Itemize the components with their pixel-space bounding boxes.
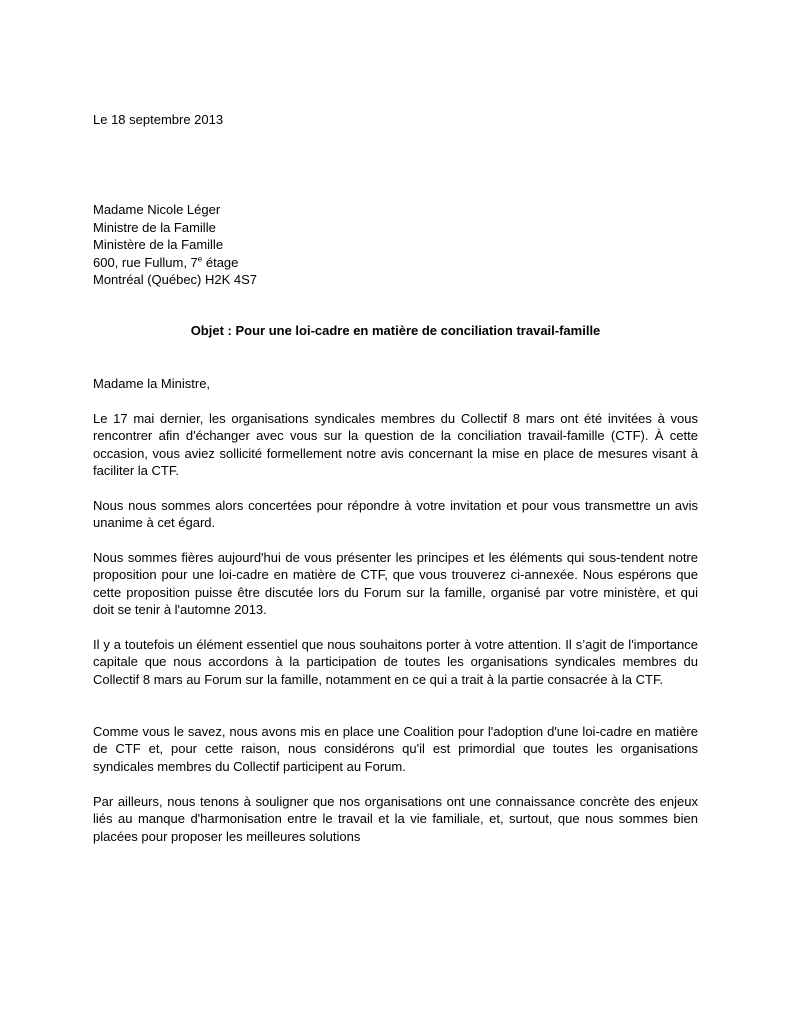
recipient-ministry: Ministère de la Famille [93, 237, 224, 252]
paragraph: Par ailleurs, nous tenons à souligner que nos organisations ont une connaissance concrète des enjeux liés au manque d'harmonisation entre le travail et la vie familiale, et, surtout, que nous sommes bien placées pour proposer les meilleures solutions [93, 794, 698, 844]
recipient-name: Madame Nicole Léger [93, 202, 221, 217]
letter-subject: Objet : Pour une loi-cadre en matière de conciliation travail-famille [190, 323, 601, 338]
recipient-street-suffix: étage [202, 254, 239, 270]
recipient-street-superscript: e [197, 254, 203, 264]
letter-salutation: Madame la Ministre, [93, 376, 211, 391]
paragraph: Le 17 mai dernier, les organisations syndicales membres du Collectif 8 mars ont été invitées à vous rencontrer afin d'échanger avec vous sur la question de la conciliation travail-famille (CTF). À cette occasion, vous aviez sollicité formellement notre avis concernant la mise en place de mesures visant à faciliter la CTF. [93, 411, 698, 479]
paragraph: Nous nous sommes alors concertées pour répondre à votre invitation et pour vous transmettre un avis unanime à cet égard. [93, 498, 698, 531]
paragraph: Comme vous le savez, nous avons mis en place une Coalition pour l'adoption d'une loi-cadre en matière de CTF et, pour cette raison, nous considérons qu'il est primordial que toutes les organisations syndicales membres du Collectif participent au Forum. [93, 724, 698, 774]
recipient-title: Ministre de la Famille [93, 219, 216, 235]
recipient-city: Montréal (Québec) H2K 4S7 [93, 272, 258, 287]
paragraph: Il y a toutefois un élément essentiel que nous souhaitons porter à votre attention. Il s’agit de l'importance capitale que nous accordons à la participation de toutes les organisations syndicales membres du Collectif 8 mars au Forum sur la famille, notamment en ce qui a trait à la partie consacrée à la CTF. [93, 637, 698, 687]
recipient-address-block [93, 201, 257, 289]
recipient-street [93, 254, 257, 272]
letter-date: Le 18 septembre 2013 [93, 112, 224, 127]
paragraph: Nous sommes fières aujourd'hui de vous présenter les principes et les éléments qui sous-tendent notre proposition pour une loi-cadre en matière de CTF, que vous trouverez ci-annexée. Nous espérons que cette proposition puisse être discutée lors du Forum sur la famille, organisé par votre ministère, et qui doit se tenir à l'automne 2013. [93, 550, 698, 618]
recipient-street-prefix: 600, rue Fullum, 7 [93, 254, 198, 270]
